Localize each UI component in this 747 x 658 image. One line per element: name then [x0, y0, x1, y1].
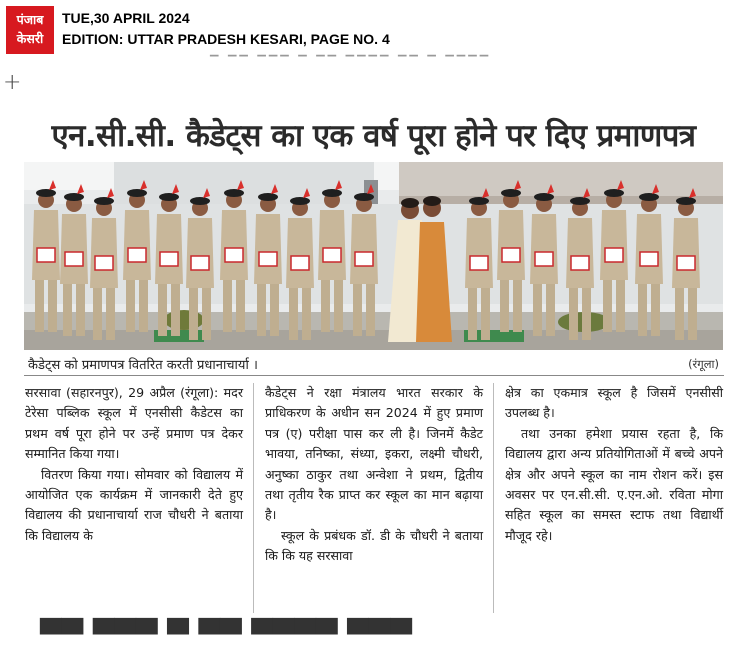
article-headline: एन.सी.सी. कैडेट्स का एक वर्ष पूरा होने पर दिए प्रमाणपत्र [51, 117, 696, 154]
article-column-1 [25, 383, 243, 546]
logo-line-1: पंजाब [16, 12, 44, 27]
logo-line-2: केसरी [16, 31, 44, 46]
paragraph: तथा उनका हमेशा प्रयास रहता है, कि विद्यालय द्वारा अन्य प्रतियोगिताओं में बच्चे अपने क्षेत्र और अपने स्कूल का नाम रोशन करें। इस अवसर पर एन.सी.सी. ए.एन.ओ. रविता मोगा सहित स्कूल का समस्त स्टाफ तथा विद्यार्थी मौजूद रहे। [505, 425, 723, 543]
photo-caption: कैडेट्स को प्रमाणपत्र वितरित करती प्रधानाचार्या । [28, 358, 258, 373]
crop-mark-icon: + [3, 70, 22, 95]
edition-info: EDITION: UTTAR PRADESH KESARI, PAGE NO. 4 [62, 31, 390, 47]
article-photo [24, 162, 723, 350]
paragraph: कैडेट्स ने रक्षा मंत्रालय भारत सरकार के प्राधिकरण के अधीन सन 2024 में हुए प्रमाण पत्र (ए) परीक्षा पास कर ली है। जिनमें कैडेट भावया, तनिष्का, संध्या, इकरा, लक्ष्मी चौधरी, अनुष्का ठाकुर तथा अन्वेशा ने प्रथम, द्वितीय तथा तृतीय रैक प्राप्त कर स्कूल का मान बढ़ाया है। [265, 385, 483, 523]
photo-credit: (रंगूला) [688, 357, 719, 371]
column-divider [493, 383, 494, 613]
article-column-3 [505, 383, 723, 546]
paragraph: वितरण किया गया। सोमवार को विद्यालय में आयोजित एक कार्यक्रम में जानकारी देते हुए विद्यालय की प्रधानाचार्या राज चौधरी ने बताया कि विद्यालय के [25, 466, 243, 543]
cropped-text-fragment: ▔ ▔▔ ▔▔▔ ▔ ▔▔ ▔▔▔▔ ▔▔ ▔ ▔▔▔▔ [210, 55, 492, 68]
publication-date: TUE,30 APRIL 2024 [62, 10, 190, 26]
article-column-2 [265, 383, 483, 567]
cropped-next-headline: ▀▀ ▀▀▀ ▀ ▀▀ ▀▀▀▀ ▀▀▀ [40, 618, 412, 651]
masthead [0, 0, 747, 60]
column-divider [253, 383, 254, 613]
paragraph: क्षेत्र का एकमात्र स्कूल है जिसमें एनसीसी उपलब्ध है। [505, 385, 723, 421]
paragraph: स्कूल के प्रबंधक डॉ. डी के चौधरी ने बताया कि कि यह सरसावा [265, 527, 483, 564]
newspaper-logo [6, 6, 54, 54]
divider [24, 375, 724, 376]
paragraph: सरसावा (सहारनपुर), 29 अप्रैल (रंगूला): मदर टेरेसा पब्लिक स्कूल में एनसीसी कैडेटस का प्रथम वर्ष पूरा होने पर उन्हें प्रमाण पत्र देकर सम्मानित किया गया। [25, 385, 243, 462]
